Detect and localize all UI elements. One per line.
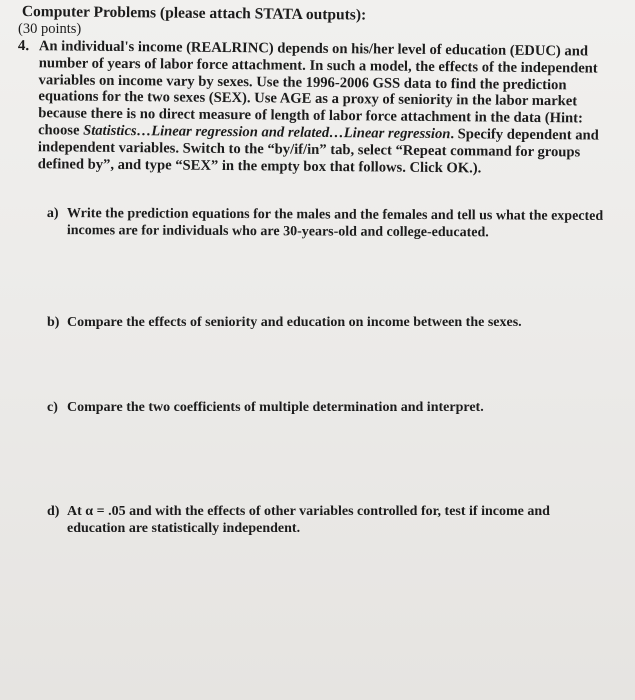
- question-text: Write the prediction equations for the males and the females and tell us what the expected incomes are for individuals who are 30-years-old and college-educated.: [66, 206, 604, 241]
- problem-text: [38, 38, 609, 178]
- question-text: Compare the two coefficients of multiple determination and interpret.: [67, 400, 484, 415]
- page-title: Computer Problems (please attach STATA outputs):: [21, 3, 367, 24]
- problem-text-part2: . Specify dependent and independent variables. Switch to the “by/if/in” tab, select “Repeat command for groups defined by”, and type “SEX” in the empty box that follows. Click OK.).: [37, 126, 599, 177]
- question-label: b): [47, 315, 60, 330]
- problem-text-part1: An individual's income (REALRINC) depends on his/her level of education (EDUC) and number of years of labor force attachment. In such a model, the effects of the independent variables on income vary by sexes. Use the 1996-2006 GSS data to find the prediction equations for the two sexes (SEX). Use AGE as a proxy of seniority in the labor market because there is no direct measure of length of labor force attachment in the data (Hint: choose: [38, 38, 598, 139]
- problem-menu-path: Statistics…Linear regression and related…Linear regression: [83, 122, 451, 143]
- question-label: d): [47, 504, 60, 519]
- problem-4: [17, 38, 608, 177]
- question-text: Compare the effects of seniority and education on income between the sexes.: [67, 315, 522, 330]
- question-text: At α = .05 and with the effects of other variables controlled for, test if income and education are statistically independent.: [67, 504, 550, 536]
- question-a: [46, 205, 607, 241]
- question-label: a): [46, 205, 59, 222]
- question-label: c): [47, 400, 58, 415]
- points-label: (30 points): [18, 21, 82, 37]
- problem-number: 4.: [17, 38, 30, 55]
